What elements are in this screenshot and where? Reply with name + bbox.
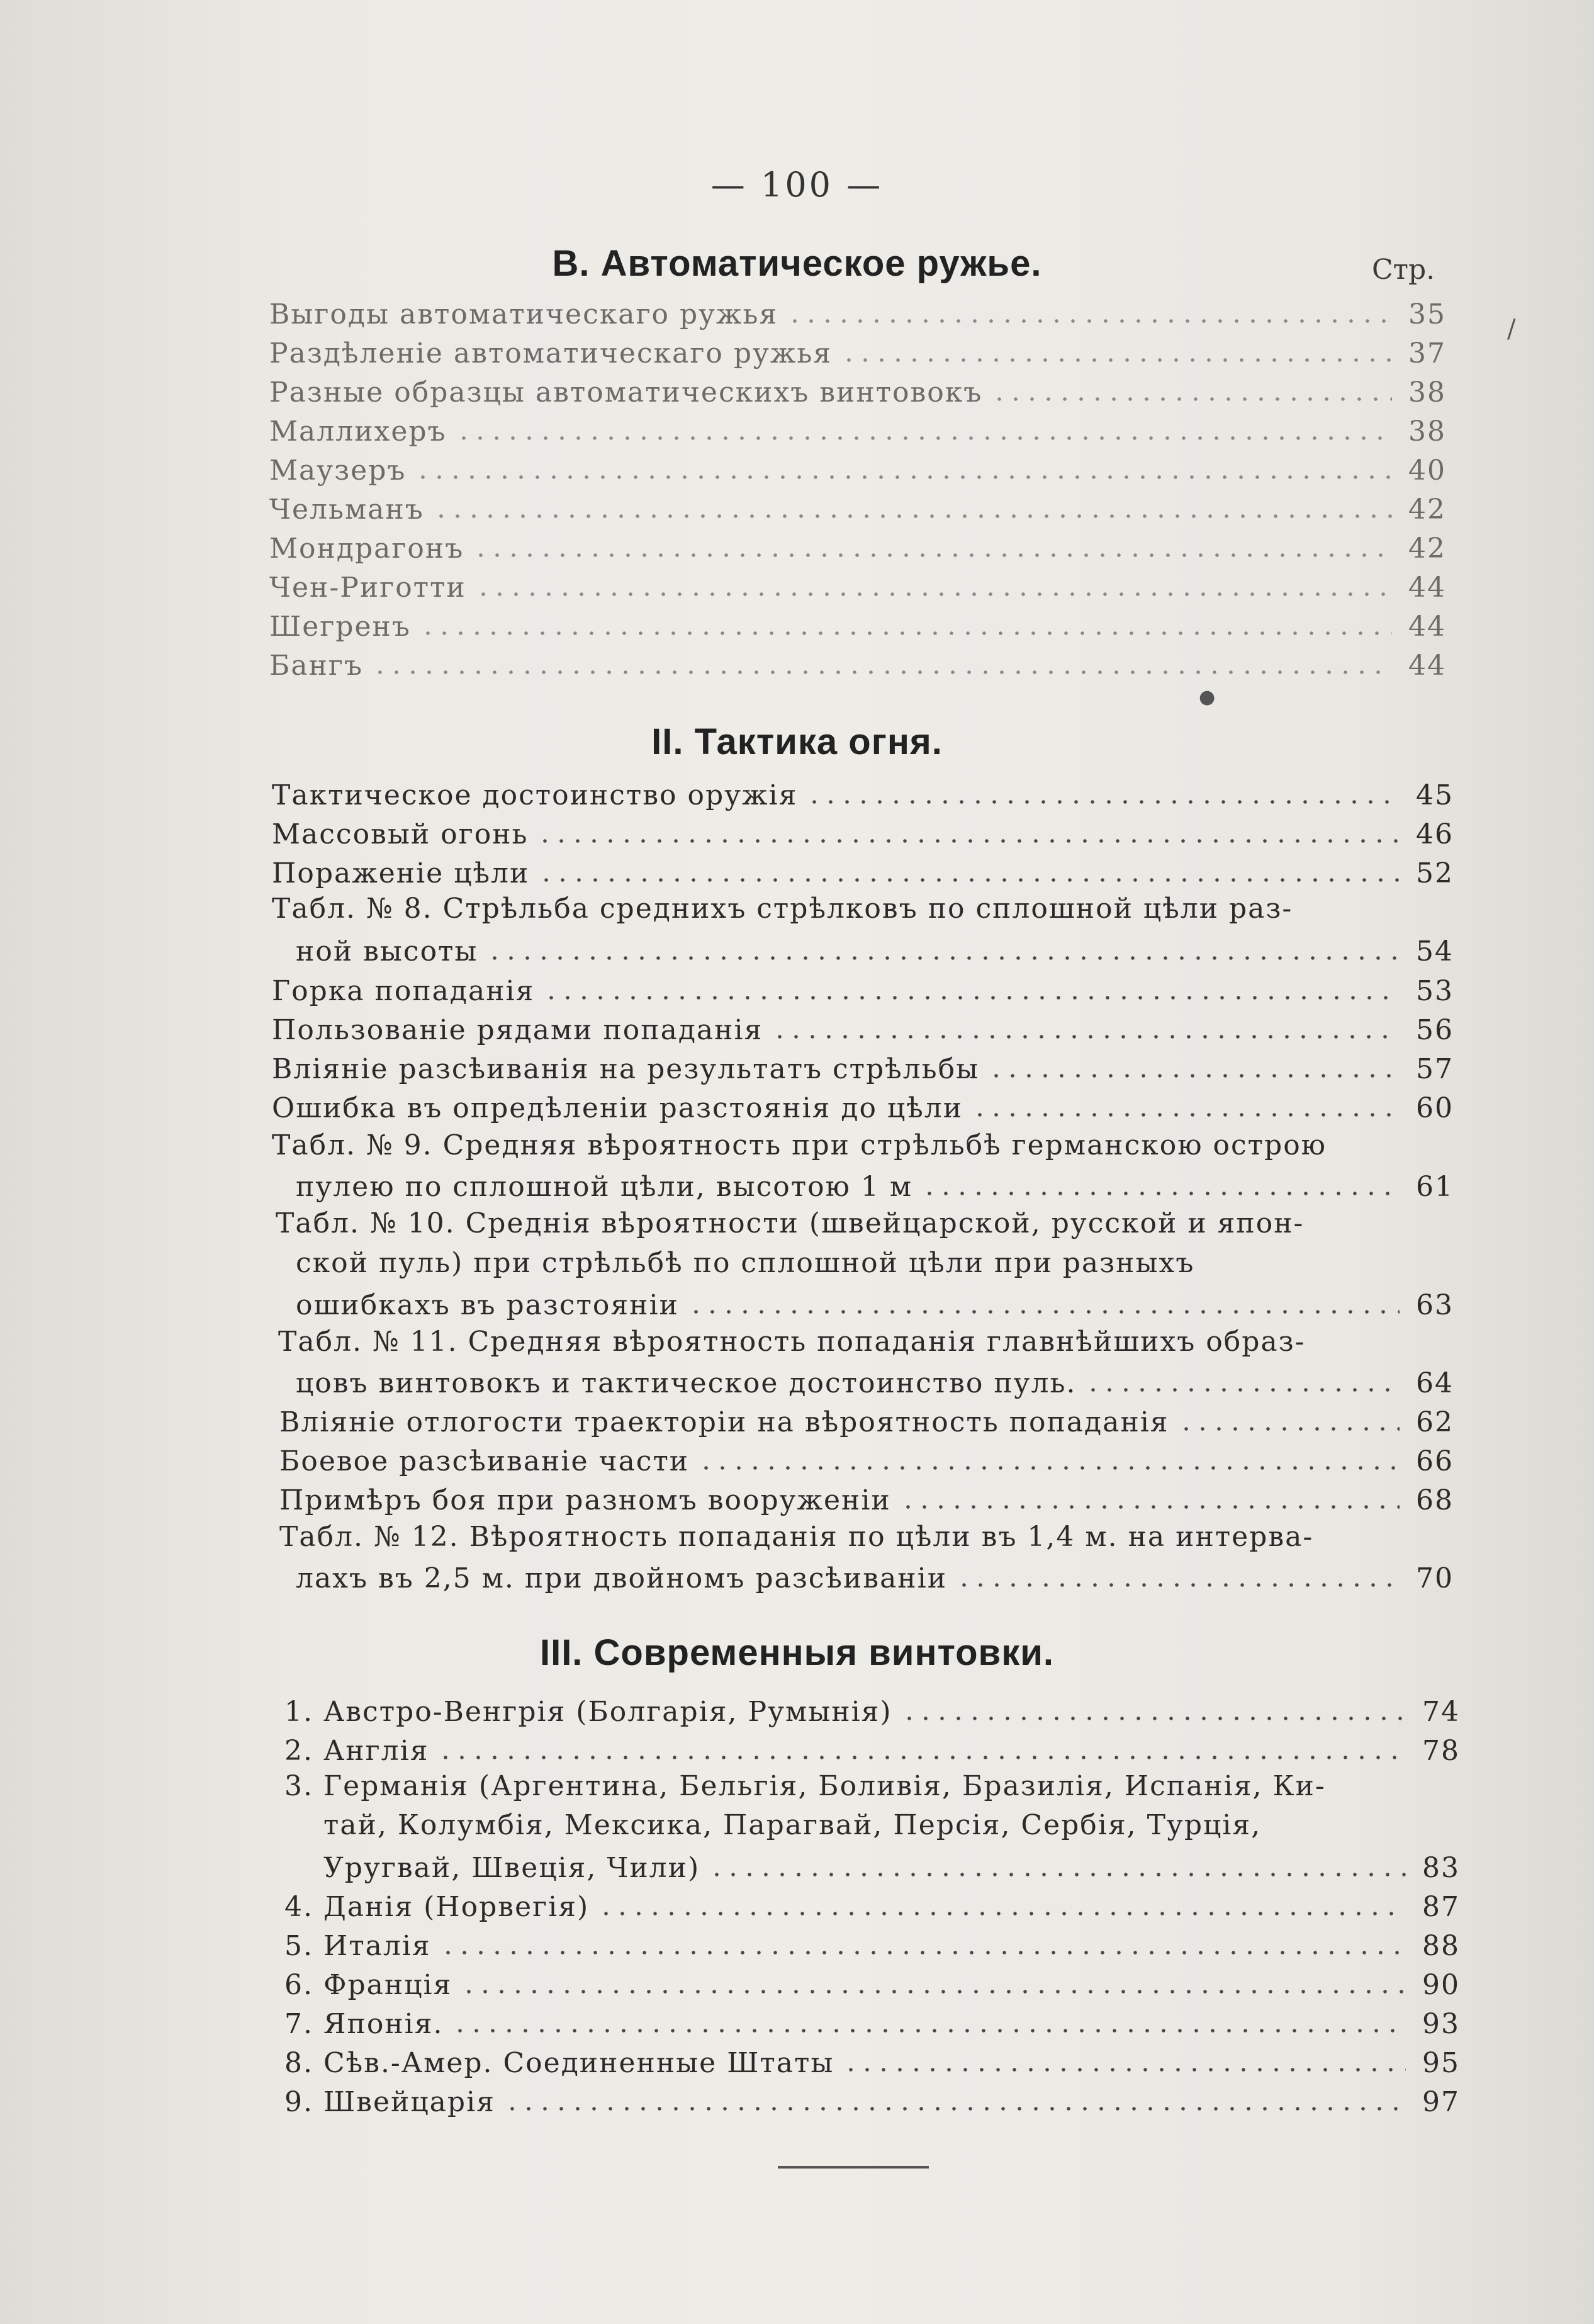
toc-entry-line: тай, Колумбія, Мексика, Парагвай, Персія, Сербія, Турція, xyxy=(323,1809,1262,1841)
toc-entry: 9. Швейцарія 97 xyxy=(284,2086,1460,2118)
page-column-label: Стр. xyxy=(1372,254,1435,286)
toc-entry: Раздѣленіе автоматическаго ружья 37 xyxy=(269,337,1446,369)
toc-entry: Уругвай, Швеція, Чили) 83 xyxy=(323,1852,1460,1884)
toc-entry: Горка попаданія 53 xyxy=(272,975,1454,1007)
toc-entry: 5. Италія 88 xyxy=(284,1930,1460,1962)
toc-entry: пулею по сплошной цѣли, высотою 1 м 61 xyxy=(296,1171,1454,1203)
toc-entry: Тактическое достоинство оружія 45 xyxy=(272,779,1454,811)
toc-entry: Чельманъ 42 xyxy=(269,494,1446,526)
section-title-modern-rifles: III. Современныя винтовки. xyxy=(539,1632,1055,1673)
toc-entry: 8. Сѣв.-Амер. Соединенные Штаты 95 xyxy=(284,2047,1460,2079)
toc-entry: Мондрагонъ 42 xyxy=(269,533,1446,565)
toc-entry-line: Табл. № 12. Вѣроятность попаданія по цѣли въ 1,4 м. на интерва- xyxy=(279,1521,1314,1553)
toc-entry: 4. Данія (Норвегія) 87 xyxy=(284,1891,1460,1923)
toc-entry: Примѣръ боя при разномъ вооруженіи 68 xyxy=(279,1484,1454,1516)
toc-entry: Чен-Риготти 44 xyxy=(269,572,1446,604)
section-title-automatic-rifle: В. Автоматическое ружье. xyxy=(552,243,1042,284)
margin-mark: / xyxy=(1507,315,1516,344)
toc-entry: Вліяніе разсѣиванія на результатъ стрѣльбы 57 xyxy=(272,1053,1454,1085)
toc-entry: Вліяніе отлогости траекторіи на вѣроятность попаданія 62 xyxy=(279,1406,1454,1438)
toc-entry: цовъ винтовокъ и тактическое достоинство пуль. 64 xyxy=(296,1367,1454,1399)
toc-entry-line: Табл. № 8. Стрѣльба среднихъ стрѣлковъ по сплошной цѣли раз- xyxy=(272,893,1293,925)
ink-dot: ● xyxy=(1199,686,1216,708)
toc-entry-line: Табл. № 10. Среднія вѣроятности (швейцарской, русской и япон- xyxy=(276,1207,1305,1239)
toc-entry: Пораженіе цѣли 52 xyxy=(272,857,1454,889)
toc-entry: Маузеръ 40 xyxy=(269,454,1446,487)
toc-entry: Массовый огонь 46 xyxy=(272,818,1454,850)
toc-entry: 7. Японія. 93 xyxy=(284,2008,1460,2040)
toc-entry: ной высоты 54 xyxy=(296,935,1454,967)
toc-entry: Разные образцы автоматическихъ винтовокъ 38 xyxy=(269,376,1446,409)
toc-entry: ошибкахъ въ разстояніи 63 xyxy=(296,1289,1454,1321)
toc-entry: Маллихеръ 38 xyxy=(269,415,1446,448)
toc-entry: Бангъ 44 xyxy=(269,650,1446,682)
toc-entry-line: ской пуль) при стрѣльбѣ по сплошной цѣли при разныхъ xyxy=(296,1247,1195,1279)
toc-entry-line: 3. Германія (Аргентина, Бельгія, Боливія, Бразилія, Испанія, Ки- xyxy=(284,1770,1326,1802)
page-number: — 100 — xyxy=(710,165,884,205)
toc-entry: 1. Австро-Венгрія (Болгарія, Румынія) 74 xyxy=(284,1696,1460,1728)
toc-entry: 2. Англія 78 xyxy=(284,1735,1460,1767)
toc-entry-line: Табл. № 9. Средняя вѣроятность при стрѣльбѣ германскою острою xyxy=(272,1129,1327,1161)
toc-entry: 6. Франція 90 xyxy=(284,1969,1460,2001)
closing-rule xyxy=(778,2166,929,2169)
toc-entry: Боевое разсѣиваніе части 66 xyxy=(279,1445,1454,1477)
toc-entry: Пользованіе рядами попаданія 56 xyxy=(272,1014,1454,1046)
section-title-fire-tactics: II. Тактика огня. xyxy=(651,721,943,762)
toc-entry: Шегренъ 44 xyxy=(269,611,1446,643)
toc-entry: Ошибка въ опредѣленіи разстоянія до цѣли 60 xyxy=(272,1092,1454,1124)
toc-entry: Выгоды автоматическаго ружья 35 xyxy=(269,298,1446,330)
toc-entry: лахъ въ 2,5 м. при двойномъ разсѣиваніи 70 xyxy=(296,1562,1454,1594)
toc-entry-line: Табл. № 11. Средняя вѣроятность попаданія главнѣйшихъ образ- xyxy=(278,1326,1306,1358)
